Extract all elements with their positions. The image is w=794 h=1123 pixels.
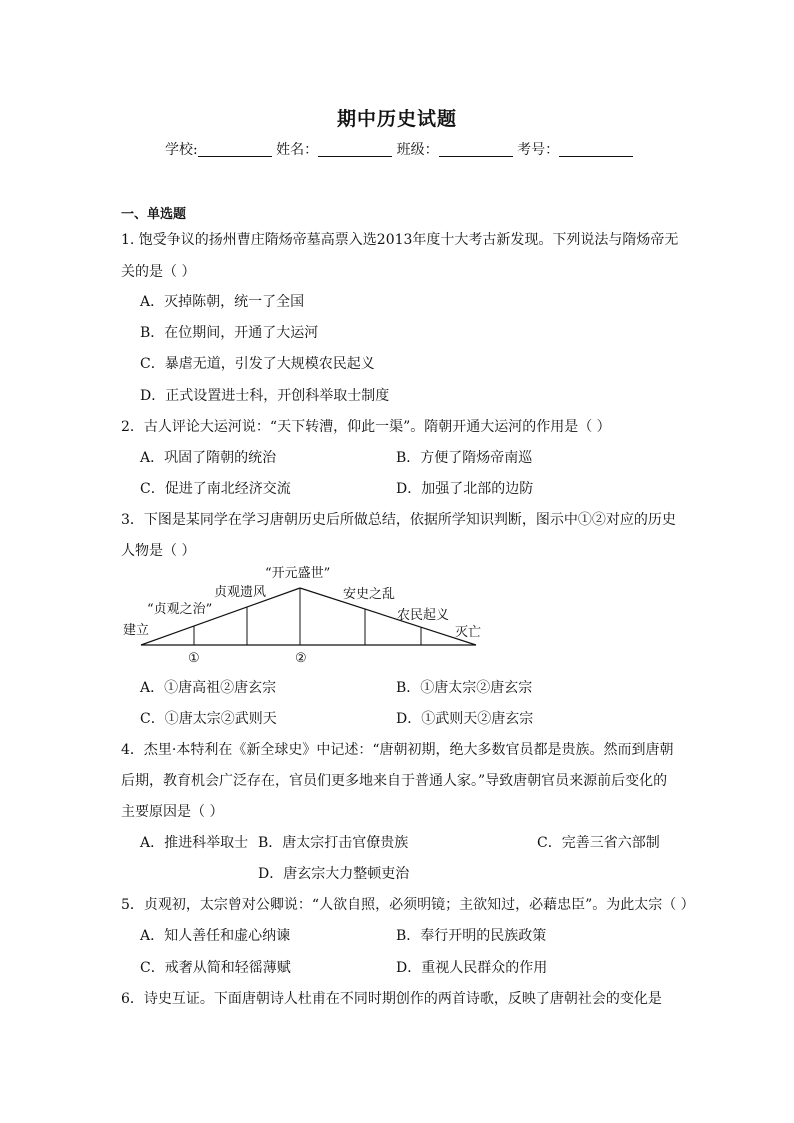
school-label: 学校: — [165, 142, 198, 158]
q4-stem-line3: 主要原因是（ ） — [121, 804, 224, 820]
q5-stem-line1: 5．贞观初，太宗曾对公卿说：“人欲自照，必须明镜；主欲知过，必藉忠臣”。为此太宗（ ） — [121, 897, 695, 913]
q2-option-d[interactable]: D．加强了北部的边防 — [396, 481, 534, 497]
q5-option-b[interactable]: B．奉行开明的民族政策 — [396, 928, 547, 944]
label-kaiyuan: “开元盛世” — [265, 566, 331, 581]
q2-option-a[interactable]: A．巩固了隋朝的统治 — [140, 450, 277, 466]
q2-stem-line1: 2．古人评论大运河说：“天下转漕，仰此一渠”。隋朝开通大运河的作用是（ ） — [121, 419, 611, 435]
q1-stem-line2: 关的是（ ） — [121, 264, 196, 280]
name-label: 姓名： — [276, 142, 319, 158]
q1-option-c[interactable]: C．暴虐无道，引发了大规模农民起义 — [140, 356, 375, 372]
q6-stem-line1: 6．诗史互证。下面唐朝诗人杜甫在不同时期创作的两首诗歌，反映了唐朝社会的变化是 — [121, 991, 662, 1007]
q1-option-a[interactable]: A．灭掉陈朝，统一了全国 — [140, 294, 305, 310]
q3-option-c[interactable]: C．①唐太宗②武则天 — [140, 711, 277, 727]
number-label: 考号： — [517, 142, 560, 158]
q1-option-b[interactable]: B．在位期间，开通了大运河 — [140, 325, 319, 341]
q3-option-d[interactable]: D．①武则天②唐玄宗 — [396, 711, 534, 727]
q5-option-d[interactable]: D．重视人民群众的作用 — [396, 960, 548, 976]
q2-option-b[interactable]: B．方便了隋炀帝南巡 — [396, 450, 533, 466]
exam-title: 期中历史试题 — [336, 108, 457, 130]
q3-stem-line1: 3．下图是某同学在学习唐朝历史后所做总结，依据所学知识判断，图示中①②对应的历史 — [121, 512, 676, 528]
q1-stem-line1: 1. 饱受争议的扬州曹庄隋炀帝墓高票入选2013年度十大考古新发现。下列说法与隋炀帝无 — [121, 232, 679, 248]
q2-option-c[interactable]: C．促进了南北经济交流 — [140, 481, 291, 497]
number-blank[interactable] — [559, 142, 633, 157]
school-blank[interactable] — [198, 142, 272, 157]
q3-option-b[interactable]: B．①唐太宗②唐玄宗 — [396, 680, 533, 696]
q3-stem-line2: 人物是（ ） — [121, 543, 196, 559]
section-heading: 一、单选题 — [121, 207, 187, 222]
q4-option-c[interactable]: C．完善三省六部制 — [537, 835, 660, 851]
q1-option-d[interactable]: D．正式设置进士科，开创科举取士制度 — [140, 388, 390, 404]
label-uprising: 农民起义 — [397, 608, 450, 623]
q5-option-a[interactable]: A．知人善任和虚心纳谏 — [140, 928, 291, 944]
q4-option-b[interactable]: B．唐太宗打击官僚贵族 — [258, 835, 409, 851]
label-anshi: 安史之乱 — [343, 587, 396, 602]
label-fall: 灭亡 — [455, 625, 482, 640]
q5-option-c[interactable]: C．戒奢从简和轻徭薄赋 — [140, 960, 291, 976]
label-zhenguan-rule: “贞观之治” — [147, 602, 213, 617]
q4-option-d[interactable]: D．唐玄宗大力整顿吏治 — [258, 866, 410, 882]
class-label: 班级： — [396, 142, 439, 158]
q4-stem-line1: 4．杰里·本特利在《新全球史》中记述：“唐朝初期，绝大多数官员都是贵族。然而到唐朝 — [121, 742, 674, 758]
student-info-row — [165, 139, 633, 159]
q4-option-a[interactable]: A．推进科举取士 — [140, 835, 249, 851]
q4-stem-line2: 后期，教育机会广泛存在，官员们更多地来自于普通人家。”导致唐朝官员来源前后变化的 — [121, 773, 668, 789]
label-zhenguan-legacy: 贞观遗风 — [214, 585, 267, 600]
label-mark-2: ② — [295, 651, 307, 666]
class-blank[interactable] — [439, 142, 513, 157]
q3-option-a[interactable]: A．①唐高祖②唐玄宗 — [140, 680, 277, 696]
label-mark-1: ① — [188, 651, 200, 666]
name-blank[interactable] — [318, 142, 392, 157]
tang-timeline-diagram — [121, 564, 501, 668]
label-founded: 建立 — [123, 623, 150, 638]
